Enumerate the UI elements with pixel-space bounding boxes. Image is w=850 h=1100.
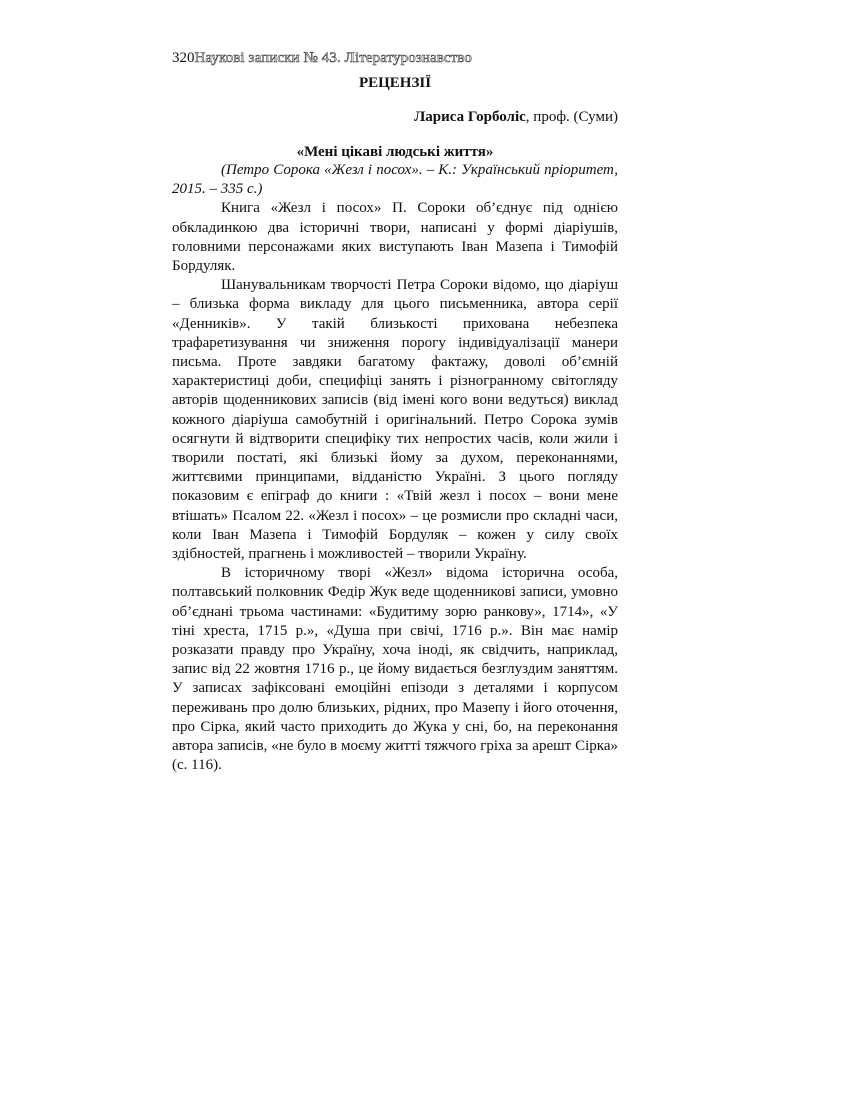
journal-title: Наукові записки № 43. Літературознавство — [194, 50, 472, 66]
review-title: «Мені цікаві людські життя» — [296, 144, 494, 160]
author-line — [172, 108, 618, 126]
paragraph-2: Шанувальникам творчості Петра Сороки відомо, що діаріуш – близька форма викладу для цього письменника, автора серії «Денників». У такій близькості прихована небезпека трафаретизування чи зниження порогу індивідуалізації манери письма. Проте завдяки багатому фактажу, доволі об’ємній характеристиці доби, специфіці занять і різногранному світогляду авторів щоденникових записів (від імені кого вони ведуться) виклад кожного діаріуша самобутній і оригінальний. Петро Сорока зумів осягнути й відтворити специфіку тих непростих часів, коли жили і творили постаті, які близькі йому за духом, переконаннями, життєвими принципами, відданістю Україні. З цього погляду показовим є епіграф до книги : «Твій жезл і посох – вони мене втішать» Псалом 22. «Жезл і посох» – це розмисли про складні часи, коли Іван Мазепа і Тимофій Бордуляк – кожен у силу своїх здібностей, прагнень і можливостей – творили Україну. — [172, 277, 618, 563]
author-affiliation: , проф. (Суми) — [525, 109, 618, 125]
paragraph-1: Книга «Жезл і посох» П. Сороки об’єднує під однією обкладинкою два історичні твори, написані у формі діаріушів, головними персонажами яких виступають Іван Мазепа і Тимофій Бордуляк. — [172, 200, 618, 275]
section-title: РЕЦЕНЗІЇ — [358, 75, 432, 91]
book-source: (Петро Сорока «Жезл і посох». – К.: Український пріоритет, 2015. – 335 с.) — [172, 162, 618, 198]
article-body — [172, 161, 618, 776]
page-number: 320 — [172, 50, 195, 66]
author-name: Лариса Горболіс — [414, 109, 526, 125]
paragraph-3: В історичному творі «Жезл» відома історична особа, полтавський полковник Федір Жук веде щоденникові записи, умовно об’єднані трьома частинами: «Будитиму зорю ранкову», 1714», «У тіні хреста, 1715 р.», «Душа при свічі, 1716 р.». Він має намір розказати правду про Україну, хоча іноді, як свідчить, наприклад, запис від 22 жовтня 1716 р., це йому видається безглуздим заняттям. У записах зафіксовані емоційні епізоди з деталями і корпусом переживань про долю близьких, рідних, про Мазепу і його оточення, про Сірка, який часто приходить до Жука у сні, бо, на переконання автора записів, «не було в моєму житті тяжчого гріха за арешт Сірка» (с. 116). — [172, 565, 618, 774]
running-header — [172, 49, 472, 67]
